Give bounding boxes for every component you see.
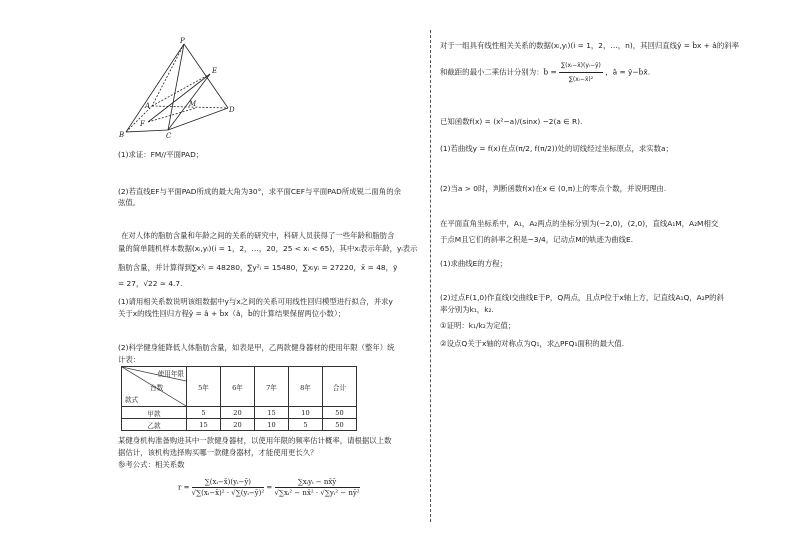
- column-divider: [430, 30, 431, 522]
- func-def: 已知函数f(x) = (x²−a)/(sinx) −2(a ∈ R).: [440, 117, 583, 126]
- label-b: B: [119, 131, 125, 139]
- cell: 20: [221, 419, 255, 431]
- formula-fraction-2: [275, 478, 360, 497]
- sub1-line1: (1)请用相关系数说明该组数据中y与x之间的关系可用线性回归模型进行拟合，并求y: [118, 297, 393, 306]
- label-a: A: [145, 102, 151, 110]
- table-corner-cell: [122, 367, 187, 407]
- sub2-line1: (2)科学健身能降低人体脂肪含量，如表是甲，乙两款健身器材的使用年限（整年）统: [118, 343, 395, 352]
- col-header: 合计: [323, 367, 357, 407]
- func-q2: (2)当a > 0时，判断函数f(x)在x ∈ (0,π)上的零点个数，并说明理由.: [440, 184, 667, 193]
- cell: 50: [323, 419, 357, 431]
- coord-q2-line1: (2)过点F(1,0)作直线l交曲线E于P，Q两点，且点P位于x轴上方，记直线A₁Q，A₂P的斜: [440, 293, 724, 302]
- col-header: 6年: [221, 367, 255, 407]
- q2-line2: 弦值。: [118, 198, 141, 207]
- func-q1: (1)若曲线y = f(x)在点(π/2, f(π/2))处的切线经过坐标原点，求实数a；: [440, 144, 673, 153]
- reg-den: ∑(xᵢ−x̄)²: [568, 76, 594, 83]
- cell: 15: [187, 419, 221, 431]
- header-usage-years: 使用年限: [157, 370, 184, 378]
- after-table-line2: 据估计，该机构选择购买哪一款健身器材，才能使用更长久？: [118, 448, 318, 457]
- label-p: P: [180, 37, 185, 45]
- row-label: 甲款: [122, 407, 187, 419]
- label-c: C: [166, 132, 172, 140]
- reg-line1: 对于一组具有线性相关关系的数据(xᵢ,yᵢ)(i = 1，2，…，n)，其回归直线ŷ = b̂x + â的斜率: [440, 41, 739, 50]
- edge-pb: [126, 44, 184, 132]
- edge-pc: [168, 44, 184, 130]
- study-line2: 量的简单随机样本数据(xᵢ,yᵢ)(i = 1，2，…，20，25 < xᵢ < 65)，其中xᵢ表示年龄，yᵢ表示: [118, 244, 418, 253]
- label-f: F: [140, 120, 145, 128]
- formula-r: r =: [178, 483, 190, 492]
- reg-fraction: [559, 60, 603, 85]
- reg-suffix: ，â = ȳ−b̂x̄.: [605, 67, 651, 77]
- usage-table: [121, 366, 357, 431]
- correlation-formula: [178, 478, 360, 497]
- coord-line1: 在平面直角坐标系中，A₁，A₂两点的坐标分别为(−2,0)，(2,0)，直线A₁M，A₂M相交: [440, 219, 719, 228]
- coord-q1: (1)求曲线E的方程；: [440, 259, 507, 268]
- sub2-line2: 计表：: [118, 355, 141, 364]
- cell: 10: [289, 407, 323, 419]
- after-table-line1: 某健身机构准备购进其中一款健身器材，以使用年限的频率估计概率，请根据以上数: [118, 436, 392, 445]
- study-line4: = 27，√22 ≈ 4.7.: [118, 279, 183, 288]
- cell: 5: [289, 419, 323, 431]
- table-row: [122, 419, 357, 431]
- label-d: D: [229, 106, 235, 114]
- cell: 15: [255, 407, 289, 419]
- formula-den1: √∑(xᵢ−x̄)² · √∑(yᵢ−ȳ)²: [191, 489, 265, 497]
- coord-q2-line2: 率分别为k₁，k₂.: [440, 305, 494, 314]
- coord-q2-b: ②设点Q关于x轴的对称点为Q₁，求△PFQ₁面积的最大值.: [440, 339, 625, 348]
- reg-num: ∑(xᵢ−x̄)(yᵢ−ȳ): [559, 60, 603, 73]
- formula-num2: ∑xᵢyᵢ − nx̄ȳ: [275, 478, 360, 488]
- cell: 5: [187, 407, 221, 419]
- row-label: 乙款: [122, 419, 187, 431]
- formula-den2: √∑xᵢ² − nx̄² · √∑yᵢ² − nȳ²: [274, 489, 360, 497]
- edge-bc: [126, 130, 168, 132]
- label-e: E: [212, 67, 218, 75]
- cell: 20: [221, 407, 255, 419]
- formula-equals: =: [266, 483, 273, 492]
- q1-prove: (1)求证：FM//平面PAD；: [118, 150, 204, 159]
- reg-line2: [440, 60, 650, 85]
- study-line3: 脂肪含量，并计算得到∑x²ᵢ = 48280，∑y²ᵢ = 15480，∑xᵢyᵢ = 27220，x̄ = 48，ȳ: [118, 263, 398, 272]
- formula-fraction-1: [192, 478, 264, 497]
- coord-line2: 于点M且它们的斜率之积是−3/4，记动点M的轨迹为曲线E.: [440, 235, 634, 244]
- label-m: M: [189, 100, 197, 108]
- pyramid-figure: [118, 36, 238, 140]
- formula-num1: ∑(xᵢ−x̄)(yᵢ−ȳ): [192, 478, 264, 488]
- reg-prefix: 和截距的最小二乘估计分别为：b̂ =: [440, 67, 557, 77]
- study-line1: 在对人体的脂肪含量和年龄之间的关系的研究中，科研人员获得了一些年龄和脂肪含: [121, 231, 395, 240]
- header-count: 台数: [150, 384, 164, 392]
- cell: 50: [323, 407, 357, 419]
- edge-pa: [152, 44, 184, 106]
- header-model: 款式: [125, 396, 139, 404]
- col-header: 8年: [289, 367, 323, 407]
- formula-title: 参考公式：相关系数: [118, 460, 185, 469]
- col-header: 5年: [187, 367, 221, 407]
- edge-cd: [168, 108, 228, 130]
- q2-line1: (2)若直线EF与平面PAD所成的最大角为30°，求平面CEF与平面PAD所成锐二面角的余: [118, 187, 401, 196]
- cell: 10: [255, 419, 289, 431]
- coord-q2-a: ①证明：k₁/k₂为定值；: [440, 321, 516, 330]
- sub1-line2: 关于x的线性回归方程ŷ = â + b̂x（â，b̂的计算结果保留两位小数）；: [118, 309, 346, 318]
- col-header: 7年: [255, 367, 289, 407]
- table-row: [122, 407, 357, 419]
